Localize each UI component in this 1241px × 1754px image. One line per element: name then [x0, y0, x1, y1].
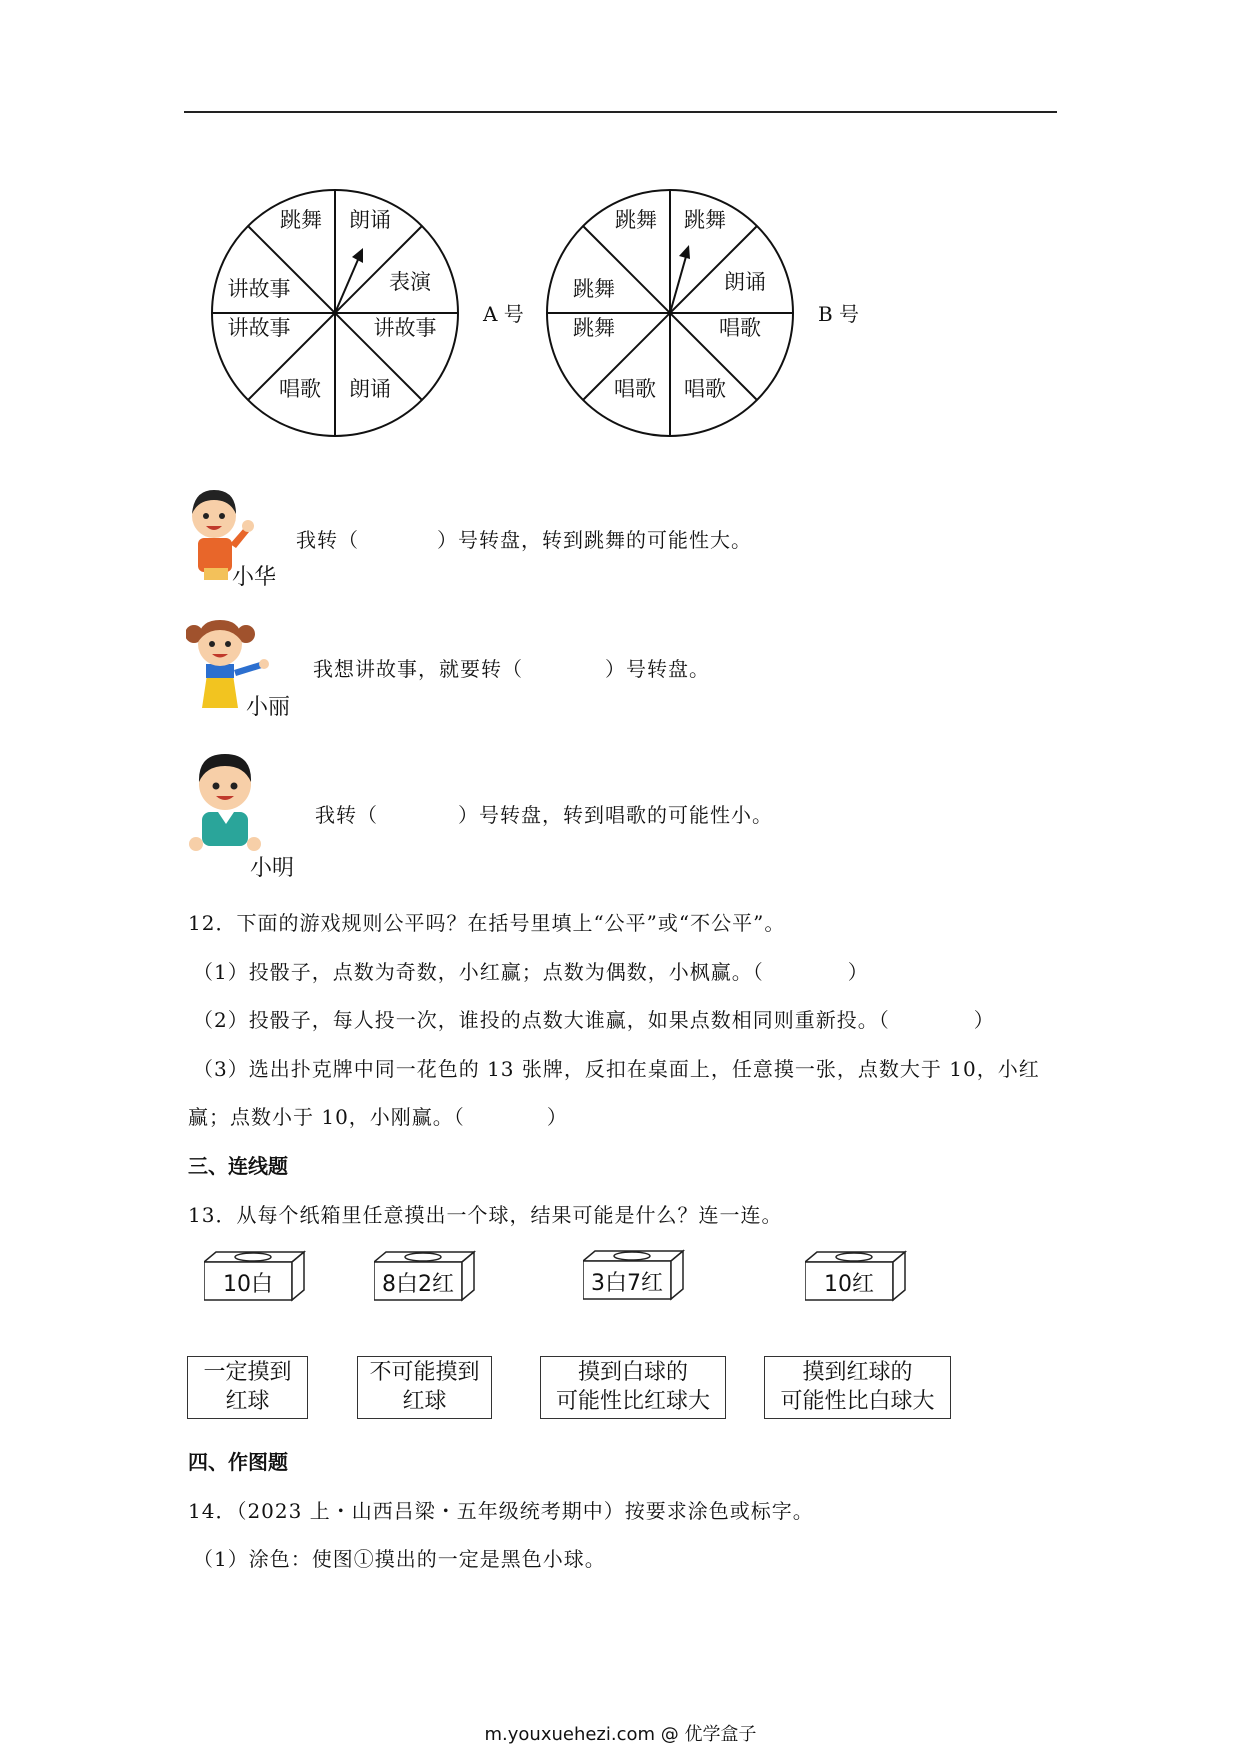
sector-label: 唱歌 [614, 377, 656, 401]
item-text: （1）投骰子，点数为奇数，小红赢；点数为偶数，小枫赢。（ [193, 960, 764, 984]
option-line: 可能性比红球大 [555, 1389, 710, 1414]
item-text: （2）投骰子，每人投一次，谁投的点数大谁赢，如果点数相同则重新投。（ [193, 1008, 890, 1032]
xiaoming-sentence [315, 799, 773, 828]
sector-label: 唱歌 [684, 377, 726, 401]
sentence-part: 我想讲故事，就要转（ [313, 657, 523, 681]
sector-label: 跳舞 [573, 277, 615, 301]
xiaohua-sentence [296, 524, 752, 553]
ball-box-1 [204, 1250, 308, 1302]
spinner-a [205, 183, 465, 443]
boy-xiaoming-illustration [188, 748, 264, 858]
box-label: 8白2红 [382, 1272, 454, 1297]
ball-box-4 [805, 1250, 909, 1302]
option-line: 摸到白球的 [577, 1360, 688, 1385]
question-14-stem: 14．（2023 上・山西吕梁・五年级统考期中）按要求涂色或标字。 [188, 1499, 814, 1523]
sector-label: 讲故事 [227, 316, 291, 340]
sector-label: 跳舞 [684, 208, 726, 232]
question-12-stem: 12．下面的游戏规则公平吗？在括号里填上“公平”或“不公平”。 [188, 911, 786, 935]
match-option-2[interactable] [357, 1356, 492, 1419]
option-line: 不可能摸到 [369, 1360, 480, 1385]
sector-label: 跳舞 [615, 208, 657, 232]
question-14-item-1: （1）涂色：使图①摸出的一定是黑色小球。 [193, 1547, 606, 1571]
sentence-part: ）号转盘。 [605, 657, 710, 681]
sector-label: 唱歌 [719, 316, 761, 340]
child-name: 小丽 [246, 695, 291, 720]
spinner-a-label: A 号 [483, 302, 524, 326]
sentence-part: ）号转盘，转到跳舞的可能性大。 [437, 528, 752, 552]
sentence-part: 我转（ [296, 528, 359, 552]
child-name: 小华 [232, 565, 277, 590]
sentence-part: ）号转盘，转到唱歌的可能性小。 [458, 803, 773, 827]
sentence-part: 我转（ [315, 803, 378, 827]
question-12-item-2 [193, 1004, 995, 1033]
sector-label: 讲故事 [227, 277, 291, 301]
section-3-heading: 三、连线题 [188, 1154, 288, 1178]
sector-label: 朗诵 [349, 208, 391, 232]
sector-label: 唱歌 [279, 377, 321, 401]
match-option-4[interactable] [764, 1356, 951, 1419]
question-12-item-3-line-1: （3）选出扑克牌中同一花色的 13 张牌，反扣在桌面上，任意摸一张，点数大于 10，小红 [193, 1057, 1040, 1081]
sector-label: 跳舞 [280, 208, 322, 232]
child-name: 小明 [250, 856, 295, 881]
item-text: ） [847, 960, 869, 984]
spinner-b [540, 183, 800, 443]
match-option-1[interactable] [187, 1356, 308, 1419]
sector-label: 跳舞 [573, 316, 615, 340]
question-12-item-3-line-2 [188, 1101, 568, 1130]
sector-label: 朗诵 [724, 270, 766, 294]
xiaoli-sentence [313, 653, 710, 682]
box-label: 10红 [824, 1272, 874, 1297]
box-label: 10白 [223, 1272, 273, 1297]
question-12-item-1 [193, 956, 869, 985]
ball-box-2 [374, 1250, 478, 1302]
pointer-arrow [335, 255, 360, 313]
item-text: 赢；点数小于 10，小刚赢。（ [188, 1105, 465, 1129]
item-text: ） [973, 1008, 995, 1032]
question-13-stem: 13．从每个纸箱里任意摸出一个球，结果可能是什么？连一连。 [188, 1203, 783, 1227]
footer-watermark[interactable]: m.youxuehezi.com @ 优学盒子 [484, 1724, 757, 1745]
option-line: 红球 [402, 1389, 447, 1414]
sector-label: 讲故事 [373, 316, 437, 340]
option-line: 红球 [225, 1389, 270, 1414]
sector-label: 表演 [389, 270, 431, 294]
item-text: ） [546, 1105, 568, 1129]
match-option-3[interactable] [540, 1356, 726, 1419]
option-line: 一定摸到 [203, 1360, 292, 1385]
option-line: 可能性比白球大 [780, 1389, 935, 1414]
option-line: 摸到红球的 [802, 1360, 913, 1385]
header-rule [184, 111, 1057, 113]
box-label: 3白7红 [591, 1271, 663, 1296]
ball-box-3 [583, 1249, 687, 1301]
sector-label: 朗诵 [349, 377, 391, 401]
section-4-heading: 四、作图题 [188, 1450, 288, 1474]
spinner-b-label: B 号 [818, 302, 860, 326]
